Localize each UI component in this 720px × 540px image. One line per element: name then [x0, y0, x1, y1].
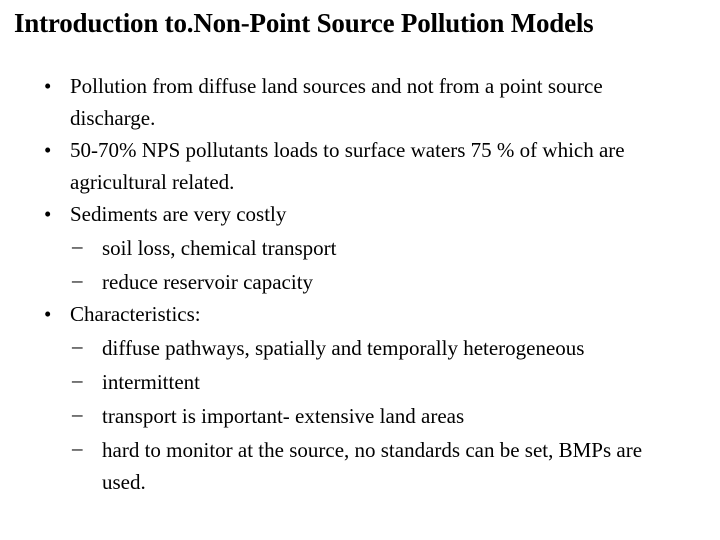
sub-bullet-text: reduce reservoir capacity — [102, 270, 314, 294]
dash-marker: – — [72, 368, 83, 392]
bullet-marker: • — [44, 74, 52, 98]
sub-bullet-item — [0, 230, 650, 264]
bullet-marker: • — [44, 138, 52, 162]
dash-marker: – — [72, 402, 83, 426]
dash-marker: – — [72, 234, 83, 258]
sub-bullet-item — [0, 264, 650, 298]
bullet-text: Sediments are very costly — [70, 202, 287, 226]
sub-bullet-text: hard to monitor at the source, no standards can be set, BMPs are used. — [102, 438, 643, 494]
sub-bullet-item — [0, 364, 650, 398]
bullet-text: Pollution from diffuse land sources and not from a point source discharge. — [70, 74, 603, 130]
bullet-marker: • — [44, 302, 52, 326]
bullet-item — [0, 298, 680, 330]
sub-bullet-item — [0, 330, 650, 364]
slide-title: Introduction to.Non-Point Source Pollution Models — [14, 8, 594, 38]
sub-bullet-text: soil loss, chemical transport — [102, 236, 337, 260]
bullet-text: Characteristics: — [70, 302, 201, 326]
sub-bullet-text: transport is important- extensive land areas — [102, 404, 465, 428]
bullet-text: 50-70% NPS pollutants loads to surface waters 75 % of which are agricultural related. — [70, 138, 625, 194]
bullet-item — [0, 134, 680, 198]
sub-bullet-item — [0, 432, 650, 498]
sub-bullet-text: intermittent — [102, 370, 200, 394]
bullet-item — [0, 198, 680, 230]
dash-marker: – — [72, 268, 83, 292]
bullet-marker: • — [44, 202, 52, 226]
dash-marker: – — [72, 334, 83, 358]
dash-marker: – — [72, 436, 83, 460]
sub-bullet-item — [0, 398, 650, 432]
sub-bullet-text: diffuse pathways, spatially and temporally heterogeneous — [102, 336, 585, 360]
bullet-item — [0, 70, 680, 134]
bullet-list — [0, 70, 720, 498]
